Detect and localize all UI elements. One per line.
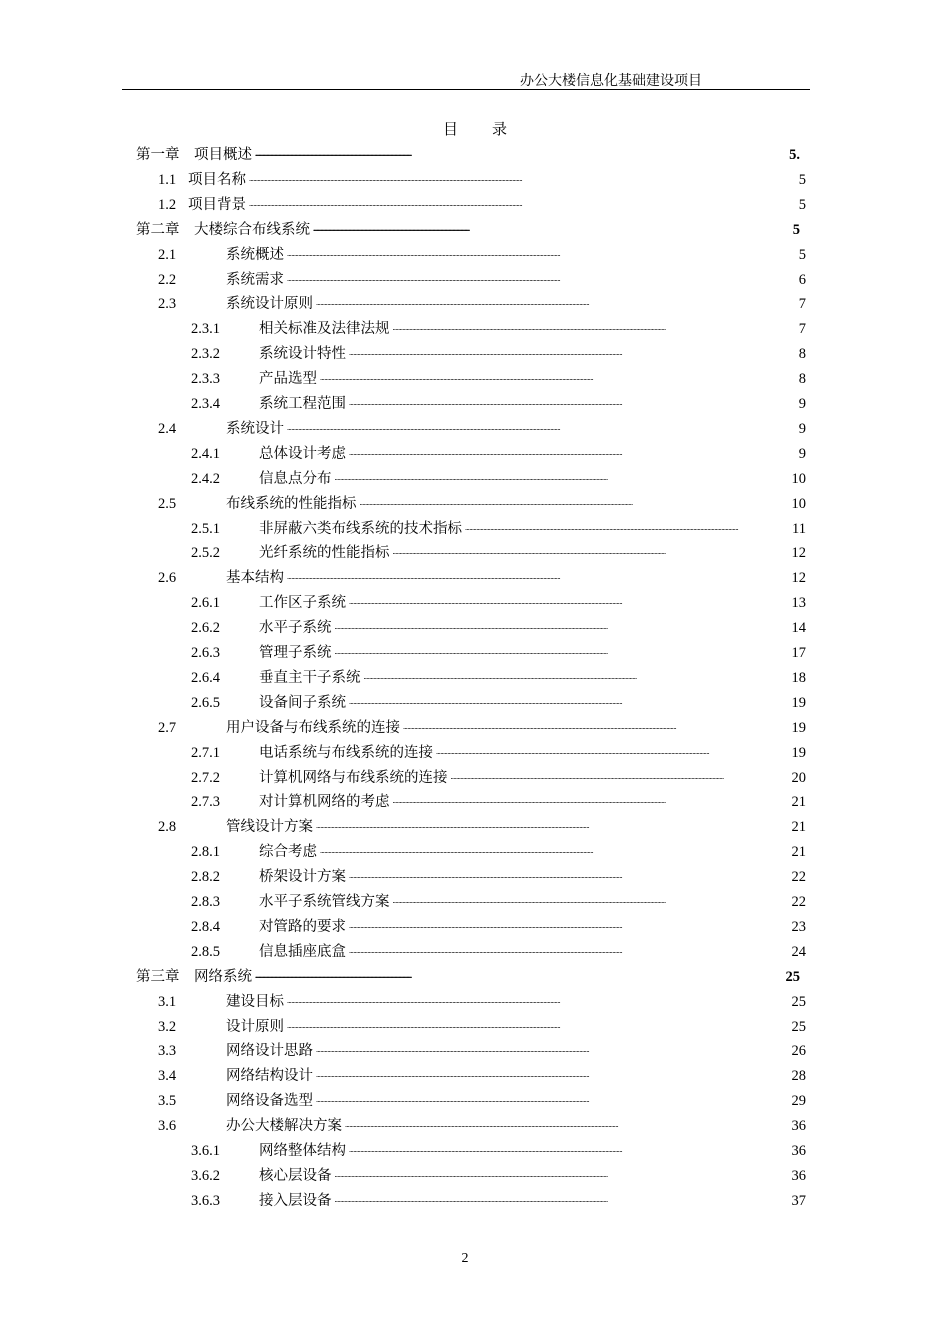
dot-leader (349, 694, 789, 712)
toc-entry[interactable] (191, 638, 806, 662)
toc-entry-number: 2.4 (158, 420, 177, 437)
toc-entry[interactable] (191, 538, 806, 562)
toc-entry-number: 2.3.3 (191, 371, 220, 388)
dot-leader (249, 196, 796, 214)
toc-entry-title: 工作区子系统 (259, 595, 346, 612)
toc-entry-number: 2.6.5 (191, 694, 220, 711)
toc-entry-title: 桥架设计方案 (259, 869, 346, 886)
toc-entry[interactable] (191, 364, 806, 388)
toc-entry-page: 21 (791, 819, 806, 836)
toc-entry-page: 37 (791, 1192, 806, 1209)
toc-entry-number: 3.6.3 (191, 1192, 220, 1209)
toc-entry-page: 12 (791, 570, 806, 587)
toc-entry-title: 产品选型 (259, 371, 317, 388)
toc-entry[interactable] (191, 1186, 806, 1210)
toc-entry[interactable] (158, 812, 806, 836)
toc-entry-number: 2.8.5 (191, 943, 220, 960)
toc-entry[interactable] (191, 514, 806, 538)
toc-entry[interactable] (191, 464, 806, 488)
toc-entry-title: 接入层设备 (259, 1192, 332, 1209)
running-header-title: 办公大楼信息化基础建设项目 (520, 74, 702, 89)
toc-entry-page: 9 (798, 445, 806, 462)
dot-leader (393, 793, 789, 811)
toc-entry-page: 5 (798, 196, 806, 213)
toc-entry-page: 22 (791, 894, 806, 910)
toc-entry-page: 26 (791, 1043, 806, 1060)
dot-leader (316, 818, 789, 836)
dot-leader (320, 843, 789, 861)
dot-leader (287, 420, 796, 438)
toc-entry[interactable] (191, 339, 806, 363)
toc-entry-page: 36 (791, 1143, 806, 1159)
toc-entry-title: 系统设计特性 (259, 346, 346, 363)
toc-entry-page: 14 (791, 620, 806, 637)
toc-entry-page: 8 (798, 371, 806, 388)
toc-entry-number: 第二章 (136, 221, 180, 238)
toc-entry-title: 基本结构 (226, 570, 284, 587)
toc-entry-number: 2.5.2 (191, 545, 220, 562)
dot-leader (349, 445, 796, 463)
toc-entry-page: 5 (798, 171, 806, 188)
dot-leader (349, 918, 789, 936)
toc-entry[interactable] (158, 1111, 806, 1135)
toc-entry-title: 系统概述 (226, 246, 284, 263)
toc-entry-title: 综合考虑 (259, 844, 317, 861)
toc-entry-number: 2.8.4 (191, 918, 220, 935)
toc-entry-title: 设计原则 (226, 1018, 284, 1035)
dot-leader (364, 669, 789, 687)
toc-entry[interactable] (158, 563, 806, 587)
toc-entry-title: 核心层设备 (259, 1167, 332, 1184)
dot-leader (335, 644, 789, 662)
dot-leader (287, 993, 789, 1011)
toc-entry-page: 8 (798, 346, 806, 363)
toc-entry-title: 网络结构设计 (226, 1068, 313, 1085)
toc-entry[interactable] (191, 837, 806, 861)
toc-entry[interactable] (191, 439, 806, 463)
toc-entry-number: 2.7 (158, 719, 177, 736)
toc-entry-number: 3.6 (158, 1118, 177, 1135)
toc-entry-number: 2.6.3 (191, 645, 220, 661)
dot-leader (335, 470, 789, 488)
toc-entry-number: 2.8.2 (191, 869, 220, 886)
toc-entry-page: 12 (791, 545, 806, 562)
toc-entry-page: 21 (791, 794, 806, 811)
dot-leader (335, 1167, 789, 1185)
toc-entry-title: 项目概述 (194, 147, 252, 163)
toc-entry-title: 非屏蔽六类布线系统的技术指标 (259, 520, 462, 537)
toc-entry-page: 10 (791, 495, 806, 512)
toc-entry-title: 网络整体结构 (259, 1143, 346, 1159)
toc-entry-page: 29 (791, 1093, 806, 1110)
toc-chapter-entry[interactable] (136, 962, 800, 986)
toc-entry-number: 2.4.2 (191, 470, 220, 487)
toc-entry-title: 系统需求 (226, 271, 284, 288)
toc-entry-number: 2.5.1 (191, 520, 220, 537)
dot-leader (287, 246, 796, 264)
toc-entry[interactable] (191, 389, 806, 413)
toc-entry-title: 光纤系统的性能指标 (259, 545, 390, 562)
dot-leader (349, 345, 796, 363)
toc-entry[interactable] (158, 987, 806, 1011)
toc-entry[interactable] (158, 489, 806, 513)
toc-entry[interactable] (158, 713, 806, 737)
dot-leader (313, 221, 790, 239)
toc-entry-page: 25 (791, 1018, 806, 1035)
toc-entry[interactable] (158, 165, 806, 189)
toc-entry-title: 对计算机网络的考虑 (259, 794, 390, 811)
toc-entry-number: 1.1 (158, 171, 177, 188)
dot-leader (335, 619, 789, 637)
toc-entry-page: 19 (791, 719, 806, 736)
toc-entry-number: 2.7.3 (191, 794, 220, 811)
toc-entry[interactable] (191, 738, 806, 762)
toc-entry-number: 2.6 (158, 570, 177, 587)
dot-leader (403, 719, 789, 737)
toc-entry-number: 2.8.3 (191, 894, 220, 910)
toc-entry-title: 布线系统的性能指标 (226, 495, 357, 512)
toc-entry-page: 19 (791, 744, 806, 761)
toc-entry-number: 2.2 (158, 271, 177, 288)
toc-entry-title: 水平子系统 (259, 620, 332, 637)
header-divider (122, 89, 810, 90)
toc-entry-page: 9 (798, 420, 806, 437)
toc-entry-number: 3.5 (158, 1093, 177, 1110)
toc-entry[interactable] (191, 663, 806, 687)
dot-leader (436, 744, 789, 762)
toc-entry[interactable] (191, 887, 806, 911)
toc-entry-page: 6 (798, 271, 806, 288)
toc-entry-title: 系统工程范围 (259, 396, 346, 412)
toc-entry[interactable] (158, 240, 806, 264)
toc-entry[interactable] (191, 787, 806, 811)
toc-entry-page: 7 (798, 296, 806, 313)
toc-entry-page: 11 (792, 520, 806, 537)
toc-entry[interactable] (158, 1061, 806, 1085)
toc-entry-page: 22 (791, 869, 806, 886)
toc-entry-title: 项目背景 (188, 196, 246, 213)
toc-entry[interactable] (191, 862, 806, 886)
toc-entry-page: 36 (791, 1167, 806, 1184)
toc-entry[interactable] (158, 289, 806, 313)
toc-chapter-entry[interactable] (136, 215, 800, 239)
toc-entry-title: 网络设计思路 (226, 1043, 313, 1060)
toc-entry-number: 2.4.1 (191, 445, 220, 462)
toc-entry-number: 2.3 (158, 296, 177, 313)
toc-entry-title: 垂直主干子系统 (259, 669, 361, 686)
dot-leader (287, 569, 789, 587)
toc-entry[interactable] (191, 763, 806, 787)
toc-entry-number: 2.5 (158, 495, 177, 512)
toc-entry-number: 3.2 (158, 1018, 177, 1035)
toc-entry-title: 项目名称 (188, 171, 246, 188)
toc-entry-page: 23 (791, 918, 806, 935)
toc-entry-page: 25 (785, 968, 800, 985)
dot-leader (349, 868, 789, 886)
toc-entry-number: 2.6.4 (191, 669, 220, 686)
toc-entry-number: 3.6.1 (191, 1143, 220, 1159)
toc-entry-page: 13 (791, 595, 806, 612)
toc-entry-title: 网络系统 (194, 968, 252, 985)
dot-leader (345, 1117, 789, 1135)
toc-entry-number: 3.6.2 (191, 1167, 220, 1184)
dot-leader (393, 544, 789, 562)
toc-entry-page: 17 (791, 645, 806, 661)
toc-entry-page: 28 (791, 1068, 806, 1085)
toc-entry-title: 建设目标 (226, 993, 284, 1010)
dot-leader (255, 968, 783, 986)
toc-entry-number: 3.4 (158, 1068, 177, 1085)
toc-entry-title: 设备间子系统 (259, 694, 346, 711)
dot-leader (316, 295, 796, 313)
toc-entry-page: 25 (791, 993, 806, 1010)
toc-entry-page: 24 (791, 943, 806, 960)
toc-entry-number: 3.1 (158, 993, 177, 1010)
toc-entry-title: 电话系统与布线系统的连接 (259, 744, 433, 761)
toc-entry-title: 水平子系统管线方案 (259, 894, 390, 910)
toc-entry-number: 2.3.2 (191, 346, 220, 363)
toc-entry[interactable] (158, 190, 806, 214)
toc-entry[interactable] (191, 1136, 806, 1160)
dot-leader (360, 495, 789, 513)
toc-entry[interactable] (191, 613, 806, 637)
toc-entry-title: 管线设计方案 (226, 819, 313, 836)
dot-leader (249, 171, 796, 189)
dot-leader (255, 146, 786, 164)
dot-leader (349, 594, 789, 612)
toc-entry[interactable] (191, 1161, 806, 1185)
dot-leader (349, 943, 789, 961)
toc-entry-title: 总体设计考虑 (259, 445, 346, 462)
toc-entry[interactable] (158, 1086, 806, 1110)
dot-leader (349, 395, 796, 413)
toc-entry-page: 18 (791, 669, 806, 686)
page-number: 2 (461, 1251, 469, 1266)
toc-entry-page: 5. (789, 147, 800, 163)
toc-entry-number: 2.1 (158, 246, 177, 263)
dot-leader (320, 370, 796, 388)
toc-entry-title: 计算机网络与布线系统的连接 (259, 769, 448, 786)
toc-entry-title: 用户设备与布线系统的连接 (226, 719, 400, 736)
toc-entry-title: 信息插座底盒 (259, 943, 346, 960)
toc-entry[interactable] (158, 265, 806, 289)
toc-heading: 目录 (442, 122, 541, 138)
dot-leader (335, 1192, 789, 1210)
toc-chapter-entry[interactable] (136, 140, 800, 164)
dot-leader (393, 893, 789, 911)
toc-entry-title: 办公大楼解决方案 (226, 1118, 342, 1135)
dot-leader (287, 271, 796, 289)
toc-entry-page: 19 (791, 694, 806, 711)
toc-entry-page: 7 (798, 321, 806, 338)
toc-entry[interactable] (158, 414, 806, 438)
toc-entry[interactable] (191, 588, 806, 612)
toc-entry-title: 网络设备选型 (226, 1093, 313, 1110)
dot-leader (393, 320, 796, 338)
toc-entry-number: 3.3 (158, 1043, 177, 1060)
dot-leader (349, 1142, 789, 1160)
toc-entry[interactable] (158, 1012, 806, 1036)
toc-entry[interactable] (158, 1036, 806, 1060)
toc-entry-number: 2.3.1 (191, 321, 220, 338)
toc-entry-page: 5 (792, 221, 800, 238)
toc-entry[interactable] (191, 937, 806, 961)
dot-leader (316, 1042, 789, 1060)
toc-entry-number: 2.7.2 (191, 769, 220, 786)
toc-entry-number: 第三章 (136, 968, 180, 985)
toc-entry-number: 第一章 (136, 147, 180, 163)
toc-entry-number: 1.2 (158, 196, 177, 213)
toc-entry[interactable] (191, 912, 806, 936)
toc-entry-title: 大楼综合布线系统 (194, 221, 310, 238)
toc-entry-title: 管理子系统 (259, 645, 332, 661)
toc-entry-title: 对管路的要求 (259, 918, 346, 935)
toc-entry-number: 2.8 (158, 819, 177, 836)
dot-leader (465, 520, 789, 538)
toc-entry-number: 2.3.4 (191, 396, 220, 412)
dot-leader (316, 1067, 789, 1085)
toc-entry-page: 9 (798, 396, 806, 412)
toc-entry-page: 36 (791, 1118, 806, 1135)
toc-entry-title: 系统设计 (226, 420, 284, 437)
toc-entry-title: 信息点分布 (259, 470, 332, 487)
toc-entry[interactable] (191, 314, 806, 338)
toc-entry[interactable] (191, 688, 806, 712)
toc-entry-number: 2.6.1 (191, 595, 220, 612)
toc-entry-number: 2.8.1 (191, 844, 220, 861)
toc-entry-page: 10 (791, 470, 806, 487)
toc-entry-number: 2.6.2 (191, 620, 220, 637)
toc-entry-page: 21 (791, 844, 806, 861)
toc-entry-number: 2.7.1 (191, 744, 220, 761)
dot-leader (451, 769, 789, 787)
toc-entry-title: 系统设计原则 (226, 296, 313, 313)
dot-leader (287, 1018, 789, 1036)
toc-entry-page: 20 (791, 769, 806, 786)
toc-entry-page: 5 (798, 246, 806, 263)
dot-leader (316, 1092, 789, 1110)
toc-entry-title: 相关标准及法律法规 (259, 321, 390, 338)
